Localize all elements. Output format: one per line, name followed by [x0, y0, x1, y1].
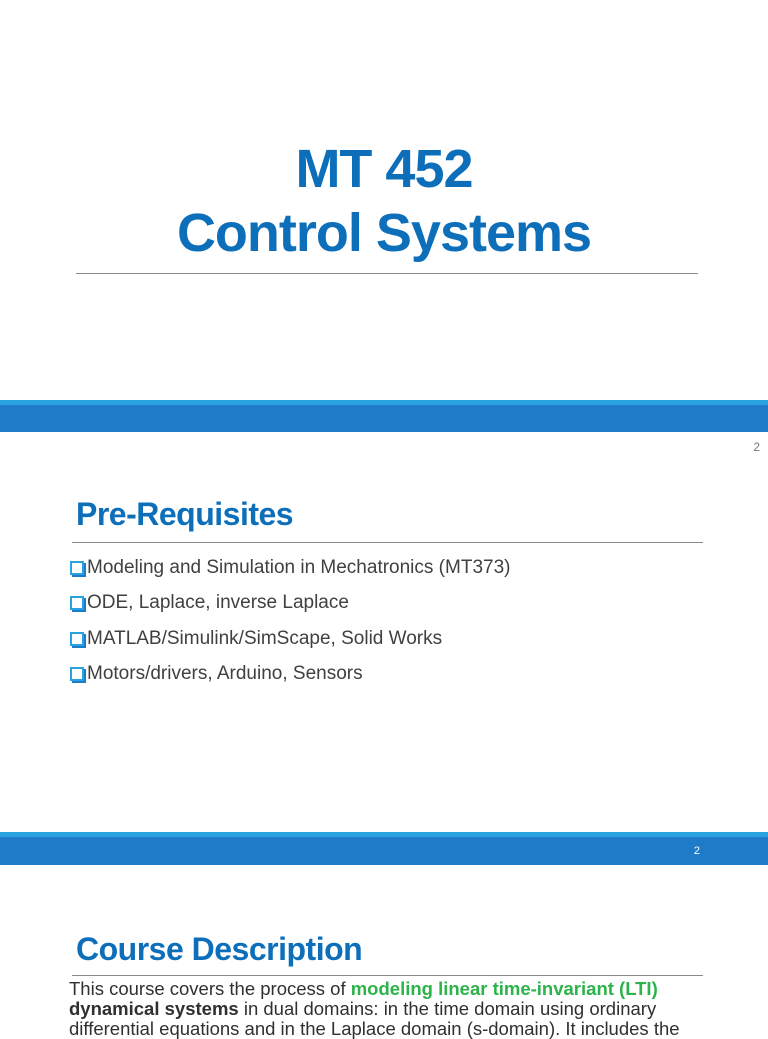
list-item-text: MATLAB/Simulink/SimScape, Solid Works	[87, 627, 443, 649]
prerequisites-list	[70, 550, 510, 692]
paragraph-intro-text: This course covers the process of	[69, 978, 351, 999]
heading-divider	[72, 975, 703, 976]
course-description-slide	[0, 865, 768, 1039]
list-item	[70, 550, 510, 586]
band-main-strip	[0, 837, 768, 865]
slide-separator-band	[0, 832, 768, 865]
list-item-text: ODE, Laplace, inverse Laplace	[87, 592, 349, 614]
band-main-strip	[0, 405, 768, 432]
course-description-paragraph	[69, 979, 709, 1039]
band-page-number: 2	[693, 845, 700, 857]
list-item	[70, 586, 510, 622]
course-name-title: Control Systems	[176, 203, 592, 263]
title-slide	[0, 0, 768, 400]
slide-separator-band	[0, 400, 768, 432]
checkbox-square-icon	[70, 596, 84, 610]
list-item	[70, 657, 510, 693]
paragraph-green-highlight: modeling linear time-invariant (LTI)	[350, 978, 658, 999]
heading-divider	[72, 542, 703, 543]
list-item	[70, 621, 510, 657]
course-description-heading: Course Description	[76, 931, 363, 967]
prerequisites-heading: Pre-Requisites	[76, 496, 294, 532]
checkbox-square-icon	[70, 561, 84, 575]
checkbox-square-icon	[70, 667, 84, 681]
prerequisites-slide	[0, 432, 768, 832]
checkbox-square-icon	[70, 632, 84, 646]
list-item-text: Motors/drivers, Arduino, Sensors	[87, 663, 363, 685]
paragraph-bold-highlight: dynamical systems	[69, 998, 239, 1019]
title-divider	[76, 273, 698, 274]
paragraph-rest-text: in dual domains: in the time domain using ordinary differential equations and in the Laplace domain (s-domain). It includes the	[69, 998, 680, 1039]
page-number: 2	[753, 440, 760, 454]
course-code-title: MT 452	[295, 139, 473, 199]
list-item-text: Modeling and Simulation in Mechatronics (MT373)	[87, 556, 511, 578]
